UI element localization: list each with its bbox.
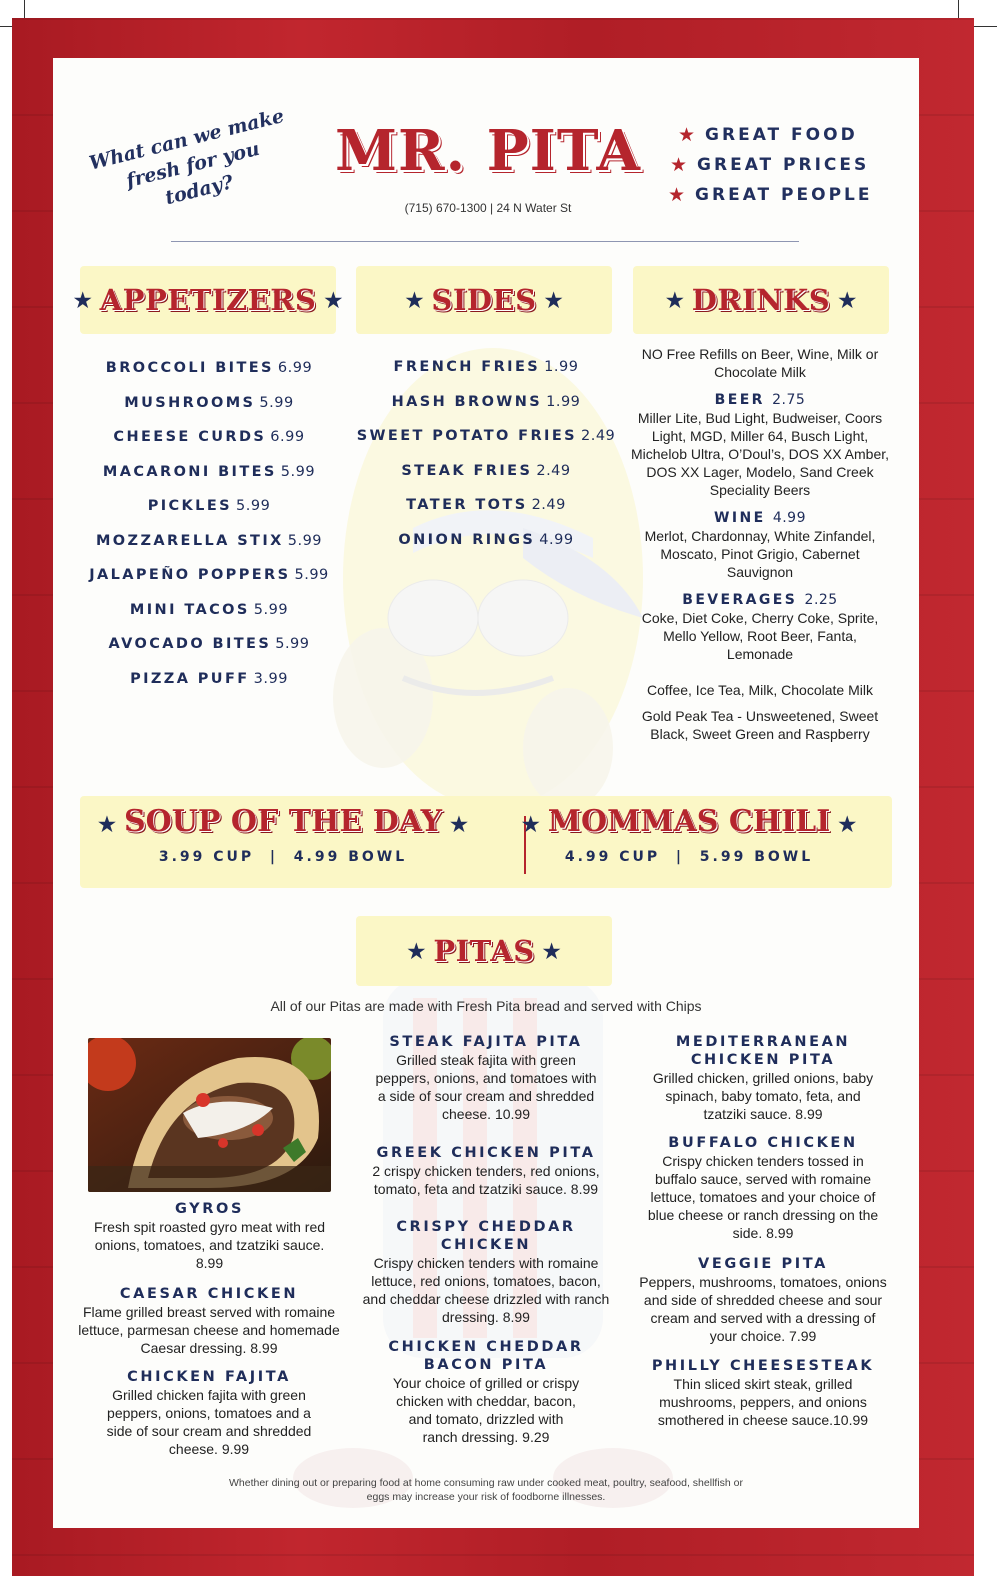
list-item: PIZZA PUFF 3.99 xyxy=(130,670,288,687)
list-item: JALAPEÑO POPPERS 5.99 xyxy=(89,567,329,583)
star-icon: ★ xyxy=(678,124,696,146)
gyro-photo xyxy=(88,1038,331,1192)
pitas-banner xyxy=(356,916,612,986)
drink-desc: Coffee, Ice Tea, Milk, Chocolate Milk xyxy=(647,682,873,698)
soup-chili-banner xyxy=(80,796,892,888)
great-line xyxy=(668,180,908,210)
soup-block xyxy=(80,804,486,865)
contact-info: (715) 670-1300 | 24 N Water St xyxy=(404,201,572,215)
pita-item-caesar: CAESAR CHICKEN Flame grilled breast served with romaine lettuce, parmesan cheese and homemade Caesar dressing. 8.99 xyxy=(78,1286,340,1356)
list-item: HASH BROWNS 1.99 xyxy=(391,393,581,410)
appetizers-list xyxy=(71,351,347,696)
drink-heading: BEVERAGES 2.25 xyxy=(682,592,838,608)
pita-item-gyros: GYROS Fresh spit roasted gyro meat with red onions, tomatoes, and tzatziki sauce. 8.99 xyxy=(93,1201,326,1271)
soup-prices: 3.99 CUP | 4.99 BOWL xyxy=(158,849,408,865)
star-icon: ★ xyxy=(838,288,857,312)
drink-desc: Merlot, Chardonnay, White Zinfandel, Moscato, Pinot Grigio, Cabernet Sauvignon xyxy=(644,528,876,580)
star-icon: ★ xyxy=(544,288,563,312)
chili-prices: 4.99 CUP | 5.99 BOWL xyxy=(564,849,814,865)
star-icon: ★ xyxy=(542,939,561,963)
pita-item-veggie: VEGGIE PITA Peppers, mushrooms, tomatoes, onions and side of shredded cheese and sour cream and served with a dressing of your choice. 7.99 xyxy=(639,1256,887,1344)
drink-heading: BEER 2.75 xyxy=(714,392,806,408)
section-title: PITAS xyxy=(433,934,535,968)
great-text: GREAT PRICES xyxy=(697,155,870,175)
pita-item-chicken-cheddar-bacon: CHICKEN CHEDDAR BACON PITA Your choice of grilled or crispy chicken with cheddar, bacon, and tomato, drizzled with ranch dressing. 9.29 xyxy=(388,1339,584,1445)
star-icon: ★ xyxy=(73,288,92,312)
list-item: CHEESE CURDS 6.99 xyxy=(113,429,305,445)
list-item: SWEET POTATO FRIES 2.49 xyxy=(356,428,616,444)
list-item: ONION RINGS 4.99 xyxy=(398,531,574,548)
pita-item-crispy-cheddar: CRISPY CHEDDAR CHICKEN Crispy chicken tenders with romaine lettuce, red onions, tomatoes, bacon, and cheddar cheese drizzled with ranch dressing. 8.99 xyxy=(362,1219,610,1325)
list-item: STEAK FRIES 2.49 xyxy=(401,462,571,479)
list-item: MINI TACOS 5.99 xyxy=(129,601,289,618)
appetizers-banner xyxy=(73,266,343,334)
tagline: What can we make fresh for you today? xyxy=(87,104,287,210)
sides-banner xyxy=(356,266,612,334)
pita-item-buffalo: BUFFALO CHICKEN Crispy chicken tenders tossed in buffalo sauce, served with romaine lettuce, tomatoes and your choice of blue cheese or ranch dressing on the side. 8.99 xyxy=(647,1135,879,1241)
section-title: APPETIZERS xyxy=(99,283,317,317)
drinks-list xyxy=(629,345,891,743)
list-item: BROCCOLI BITES 6.99 xyxy=(105,360,313,376)
drink-desc: Gold Peak Tea - Unsweetened, Sweet Black, Sweet Green and Raspberry xyxy=(641,708,879,742)
list-item: FRENCH FRIES 1.99 xyxy=(393,359,579,375)
menu-paper xyxy=(53,58,919,1528)
great-text: GREAT FOOD xyxy=(705,125,858,145)
brand-logo: MR. PITA xyxy=(335,118,641,184)
soup-title: SOUP OF THE DAY xyxy=(123,804,443,839)
disclaimer: Whether dining out or preparing food at home consuming raw under cooked meat, poultry, seafood, shellfish or eggs may increase your risk of foodborne illnesses. xyxy=(228,1477,743,1503)
list-item: MUSHROOMS 5.99 xyxy=(124,394,294,411)
drinks-banner xyxy=(633,266,889,334)
star-icon: ★ xyxy=(670,154,688,176)
great-text: GREAT PEOPLE xyxy=(695,185,873,205)
great-list xyxy=(668,120,908,210)
pita-item-mediterranean: MEDITERRANEAN CHICKEN PITA Grilled chicken, grilled onions, baby spinach, baby tomato, feta, and tzatziki sauce. 8.99 xyxy=(652,1034,874,1122)
star-icon: ★ xyxy=(98,812,116,836)
star-icon: ★ xyxy=(450,812,468,836)
star-icon: ★ xyxy=(324,288,343,312)
list-item: MOZZARELLA STIX 5.99 xyxy=(95,532,323,549)
sides-list xyxy=(343,350,629,557)
star-icon: ★ xyxy=(665,288,684,312)
great-line xyxy=(670,150,908,180)
chili-title: MOMMAS CHILI xyxy=(547,804,831,839)
star-icon: ★ xyxy=(668,184,686,206)
divider xyxy=(171,241,799,242)
star-icon: ★ xyxy=(407,939,426,963)
list-item: PICKLES 5.99 xyxy=(147,498,271,514)
section-title: SIDES xyxy=(431,283,537,317)
pita-item-greek: GREEK CHICKEN PITA 2 crispy chicken tenders, red onions, tomato, feta and tzatziki sauce. 8.99 xyxy=(372,1145,600,1197)
list-item: TATER TOTS 2.49 xyxy=(406,497,566,513)
drinks-note: NO Free Refills on Beer, Wine, Milk or Chocolate Milk xyxy=(641,346,879,380)
pitas-note: All of our Pitas are made with Fresh Pita bread and served with Chips xyxy=(270,998,702,1014)
pita-item-chicken-fajita: CHICKEN FAJITA Grilled chicken fajita with green peppers, onions, tomatoes and a side of sour cream and shredded cheese. 9.99 xyxy=(106,1369,312,1457)
great-line xyxy=(678,120,908,150)
drink-heading: WINE 4.99 xyxy=(714,510,806,526)
pita-item-philly: PHILLY CHEESESTEAK Thin sliced skirt steak, grilled mushrooms, peppers, and onions smothered in cheese sauce.10.99 xyxy=(651,1358,875,1428)
star-icon: ★ xyxy=(405,288,424,312)
list-item: AVOCADO BITES 5.99 xyxy=(108,636,310,652)
star-icon: ★ xyxy=(521,812,540,836)
drink-desc: Miller Lite, Bud Light, Budweiser, Coors Light, MGD, Miller 64, Busch Light, Michelob Ultra, O’Doul’s, DOS XX Amber, DOS XX Lager, Modelo, Sand Creek Speciality Beers xyxy=(630,410,890,498)
list-item: MACARONI BITES 5.99 xyxy=(102,463,316,480)
chili-block xyxy=(486,804,892,865)
section-title: DRINKS xyxy=(691,283,831,317)
drink-desc: Coke, Diet Coke, Cherry Coke, Sprite, Mello Yellow, Root Beer, Fanta, Lemonade xyxy=(641,610,879,662)
star-icon: ★ xyxy=(838,812,857,836)
pita-item-steak-fajita: STEAK FAJITA PITA Grilled steak fajita with green peppers, onions, and tomatoes with a side of sour cream and shredded cheese. 10.99 xyxy=(375,1034,597,1122)
